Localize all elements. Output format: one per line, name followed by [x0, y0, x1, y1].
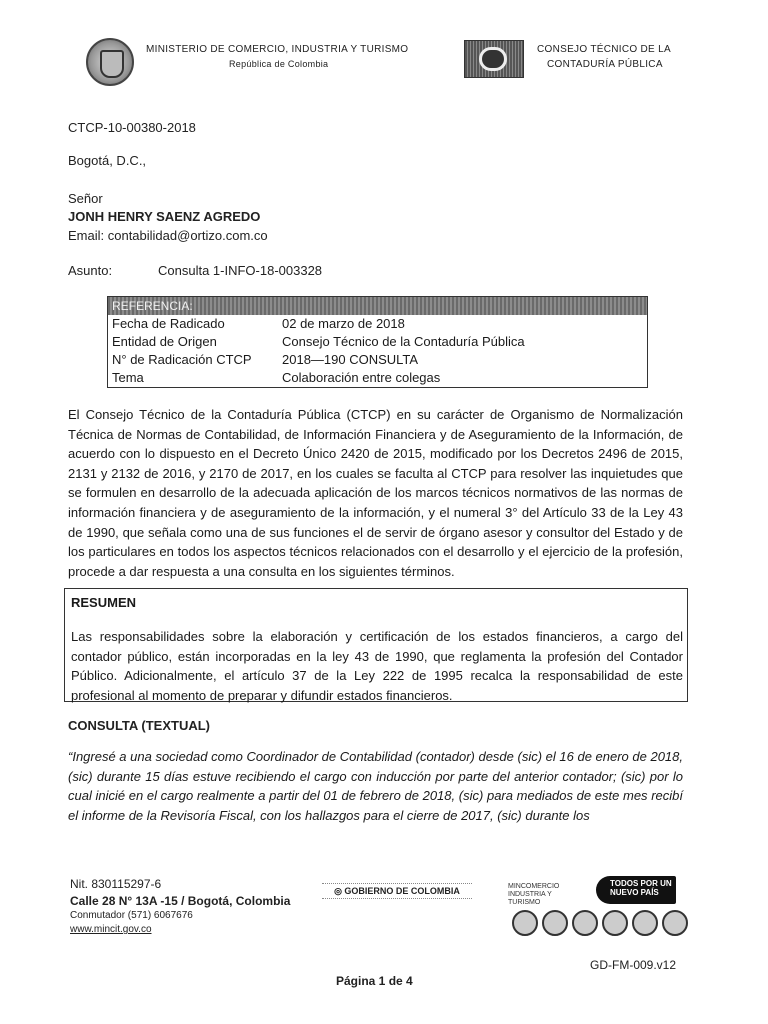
- todos-por-un-nuevo-pais-logo: [596, 876, 676, 904]
- table-row: [108, 333, 647, 351]
- certification-icon: [572, 910, 598, 936]
- row-value: 02 de marzo de 2018: [282, 316, 405, 331]
- mincomercio-logo: [490, 883, 578, 909]
- consulta-title: CONSULTA (TEXTUAL): [68, 718, 211, 733]
- row-label: Entidad de Origen: [112, 334, 217, 349]
- council-name-line1: CONSEJO TÉCNICO DE LA: [537, 44, 671, 55]
- gov-label: GOBIERNO DE COLOMBIA: [344, 886, 460, 896]
- ministry-name: MINISTERIO DE COMERCIO, INDUSTRIA Y TURISMO: [146, 44, 409, 55]
- city-line: Bogotá, D.C.,: [68, 153, 147, 168]
- row-label: Fecha de Radicado: [112, 316, 225, 331]
- gobierno-de-colombia-logo: [322, 883, 472, 899]
- certification-icon: [542, 910, 568, 936]
- subject-label: Asunto:: [68, 263, 113, 278]
- row-value: 2018—190 CONSULTA: [282, 352, 419, 367]
- council-name-line2: CONTADURÍA PÚBLICA: [547, 59, 663, 70]
- footer-address: Calle 28 N° 13A -15 / Bogotá, Colombia: [70, 894, 291, 908]
- table-row: [108, 369, 647, 387]
- reference-table: [107, 296, 648, 388]
- todos-line2: NUEVO PAÍS: [610, 888, 659, 897]
- row-value: Colaboración entre colegas: [282, 370, 441, 385]
- row-label: N° de Radicación CTCP: [112, 352, 252, 367]
- ctcp-logo: [464, 40, 524, 78]
- table-row: [108, 315, 647, 333]
- certification-icon: [632, 910, 658, 936]
- todos-line1: TODOS POR UN: [610, 879, 672, 888]
- seal-icon: ◎: [334, 886, 345, 896]
- subject-value: Consulta 1-INFO-18-003328: [158, 263, 323, 278]
- intro-paragraph: El Consejo Técnico de la Contaduría Pública (CTCP) en su carácter de Organismo de Normalización Técnica de Normas de Contabilidad, de Información Financiera y de Aseguramiento de la Información, de acuerdo con lo dispuesto en el Decreto Único 2420 de 2015, modificado por los Decretos 2496 de 2015, 2131 y 2132 de 2016, y 2170 de 2017, en los cuales se faculta al CTCP para resolver las inquietudes que se formulen en desarrollo de la adecuada aplicación de los marcos técnicos normativos de las normas de información financiera y de aseguramiento de la información, y el numeral 3° del Artículo 33 de la Ley 43 de 1990, que señala como una de sus funciones el de servir de órgano asesor y consultor del Estado y de los particulares en todos los aspectos técnicos relacionados con el desarrollo y el ejercicio de la profesión, procede a dar respuesta a una consulta en los siguientes términos.: [68, 407, 683, 579]
- table-row: [108, 351, 647, 369]
- certification-icon: [512, 910, 538, 936]
- form-code: GD-FM-009.v12: [590, 958, 677, 972]
- certification-icon: [602, 910, 628, 936]
- footer-website[interactable]: www.mincit.gov.co: [70, 924, 152, 935]
- consulta-text: “Ingresé a una sociedad como Coordinador de Contabilidad (contador) desde (sic) el 16 de enero de 2018, (sic) durante 15 días estuve recibiendo el cargo con inducción por parte del anterior contador; (sic) por lo cual inicié en el cargo realmente a partir del 01 de febrero de 2018, (sic) para mediados de este mes recibí el informe de la Revisoría Fiscal, con los hallazgos para el cierre de 2017, (sic) durante los: [68, 749, 683, 823]
- summary-box: [64, 588, 688, 702]
- ministry-country: República de Colombia: [229, 59, 329, 69]
- summary-title: RESUMEN: [71, 595, 137, 610]
- summary-text: Las responsabilidades sobre la elaboración y certificación de los estados financieros, a cargo del contador público, están incorporadas en la ley 43 de 1990, que reglamenta la profesión del Contador Público. Adicionalmente, el artículo 37 de la Ley 222 de 1995 recalca la responsabilidad de este profesional al momento de preparar y difundir estados financieros.: [71, 629, 683, 703]
- mincomercio-line2: INDUSTRIA Y TURISMO: [508, 891, 552, 906]
- salutation: Señor: [68, 191, 103, 206]
- recipient-name: JONH HENRY SAENZ AGREDO: [68, 209, 261, 224]
- page-number: Página 1 de 4: [336, 974, 413, 988]
- mincomercio-line1: MINCOMERCIO: [508, 883, 560, 890]
- footer-nit: Nit. 830115297-6: [70, 877, 162, 891]
- colombia-seal-logo: [86, 38, 134, 86]
- row-value: Consejo Técnico de la Contaduría Pública: [282, 334, 525, 349]
- certification-icon: [662, 910, 688, 936]
- footer-phone: Conmutador (571) 6067676: [70, 910, 193, 921]
- row-label: Tema: [112, 370, 144, 385]
- certification-logos: [512, 910, 688, 936]
- reference-heading: REFERENCIA:: [108, 297, 647, 315]
- reference-code: CTCP-10-00380-2018: [68, 120, 196, 135]
- recipient-email: Email: contabilidad@ortizo.com.co: [68, 228, 268, 243]
